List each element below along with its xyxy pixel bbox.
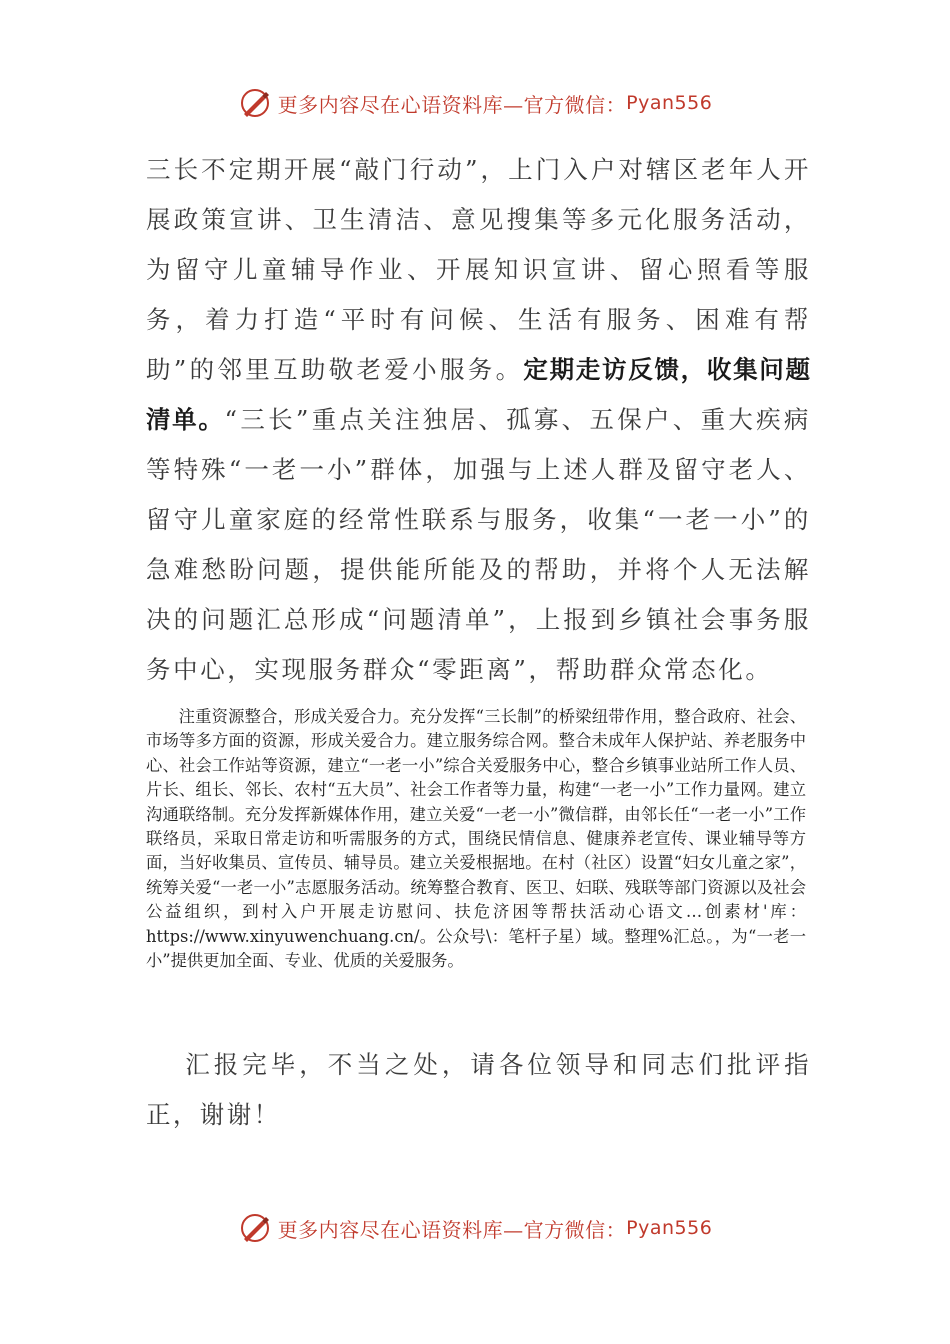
banner-text: 更多内容尽在心语资料库—官方微信： <box>277 1217 627 1242</box>
small-paragraph-text: 注重资源整合，形成关爱合力。充分发挥“三长制”的桥梁纽带作用，整合政府、社会、市场等多方面的资源，形成关爱合力。建立服务综合网。整合未成年人保护站、养老服务中心、社会工作站等资源，建立“一老一小”综合关爱服务中心，整合乡镇事业站所工作人员、片长、组长、邻长、农村“五大员”、社会工作者等力量，构建“一老一小”工作力量网。建立沟通联络制。充分发挥新媒体作用，建立关爱“一老一小”微信群，由邻长任“一老一小”工作联络员，采取日常走访和听需服务的方式，围绕民情信息、健康养老宣传、课业辅导等方面，当好收集员、宣传员、辅导员。建立关爱根据地。在村（社区）设置“妇女儿童之家”，统筹关爱“一老一小”志愿服务活动。统筹整合教育、医卫、妇联、残联等部门资源以及社会公益组织，到村入户开展走访慰问、扶危济困等帮扶活动心语文…创素材'库：https://www.xinyuwenchuang.cn/。公众号\：笔杆子星）域。整理%汇总。，为“一老一小”提供更加全面、专业、优质的关爱服务。 <box>146 707 806 971</box>
footer-watermark-banner <box>0 1211 950 1245</box>
main-paragraph <box>146 145 811 695</box>
resource-integration-paragraph <box>146 705 806 973</box>
header-watermark-banner <box>0 86 950 120</box>
main-paragraph-text-2: “三长”重点关注独居、孤寡、五保户、重大疾病等特殊“一老一小”群体，加强与上述人群及留守老人、留守儿童家庭的经常性联系与服务，收集“一老一小”的急难愁盼问题，提供能所能及的帮助，并将个人无法解决的问题汇总形成“问题清单”，上报到乡镇社会事务服务中心，实现服务群众“零距离”，帮助群众常态化。 <box>146 405 811 684</box>
banner-wechat-id: Pyan556 <box>626 92 713 114</box>
pen-logo-icon <box>238 86 272 120</box>
main-paragraph-text-1: 三长不定期开展“敲门行动”，上门入户对辖区老年人开展政策宣讲、卫生清洁、意见搜集等多元化服务活动，为留守儿童辅导作业、开展知识宣讲、留心照看等服务，着力打造“平时有问候、生活有服务、困难有帮助”的邻里互助敬老爱小服务。 <box>146 155 811 384</box>
pen-logo-icon <box>238 1211 272 1245</box>
closing-paragraph <box>146 1040 811 1140</box>
banner-text: 更多内容尽在心语资料库—官方微信： <box>277 92 627 117</box>
main-paragraph-bold-heading: 定期走访反馈，收集问题清单。 <box>146 355 811 434</box>
banner-wechat-id: Pyan556 <box>626 1217 713 1239</box>
closing-text: 汇报完毕，不当之处，请各位领导和同志们批评指正，谢谢！ <box>146 1050 811 1129</box>
